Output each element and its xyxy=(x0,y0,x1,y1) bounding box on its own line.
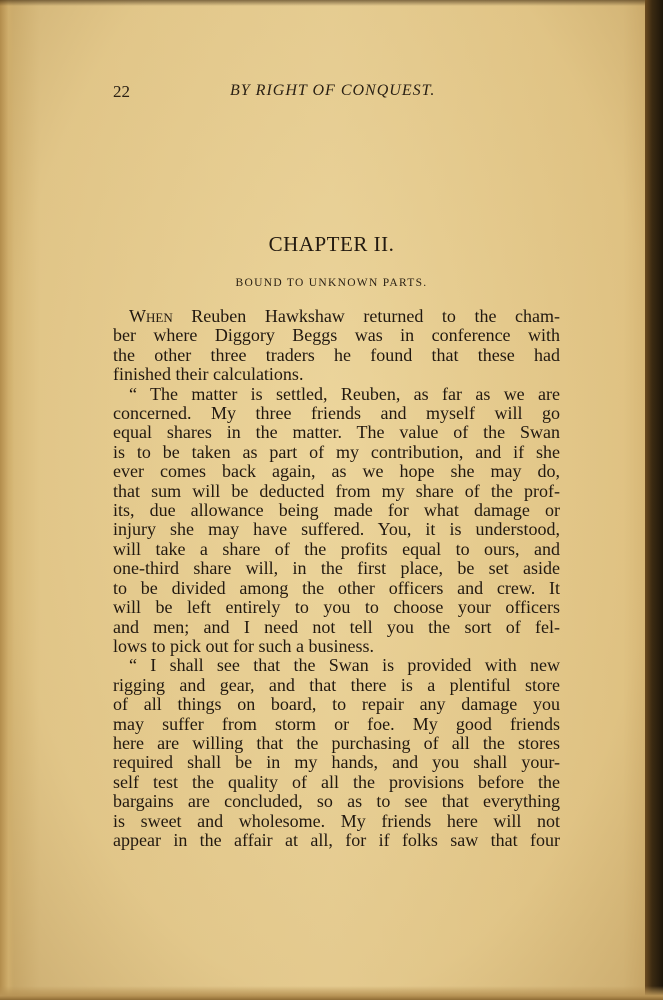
paragraph xyxy=(113,307,560,385)
text-line: will be left entirely to you to choose your officers xyxy=(113,597,560,618)
text-line: ber where Diggory Beggs was in conference with xyxy=(113,325,560,346)
paragraph xyxy=(113,656,560,850)
book-cover-edge xyxy=(645,0,663,1000)
text-line: one-third share will, in the first place, be set aside xyxy=(113,558,560,579)
page-top-shadow xyxy=(0,0,663,6)
chapter-subtitle: BOUND TO UNKNOWN PARTS. xyxy=(235,277,428,289)
text-line: is to be taken as part of my contribution, and if she xyxy=(113,441,560,462)
page-binding-edge xyxy=(0,0,14,1000)
text-line: may suffer from storm or foe. My good friends xyxy=(113,713,560,734)
text-line: of all things on board, to repair any damage you xyxy=(113,694,560,715)
text-line: equal shares in the matter. The value of the Swan xyxy=(113,422,560,443)
text-line: rigging and gear, and that there is a plentiful store xyxy=(113,674,560,695)
text-line: and men; and I need not tell you the sort of fel- xyxy=(113,616,560,637)
text-line: “ I shall see that the Swan is provided with new xyxy=(129,655,560,676)
page-number: 22 xyxy=(113,82,130,101)
running-title: BY RIGHT OF CONQUEST. xyxy=(230,82,436,99)
text-line: When Reuben Hawkshaw returned to the cham- xyxy=(129,306,560,326)
text-line: concerned. My three friends and myself will go xyxy=(113,403,560,424)
text-line: required shall be in my hands, and you shall your- xyxy=(113,752,560,773)
text-line: here are willing that the purchasing of all the stores xyxy=(113,732,560,753)
body-text xyxy=(113,307,560,850)
text-line: bargains are concluded, so as to see that everything xyxy=(113,791,560,812)
text-line: is sweet and wholesome. My friends here will not xyxy=(113,810,560,831)
chapter-heading: CHAPTER II. xyxy=(268,232,395,256)
text-line: self test the quality of all the provisions before the xyxy=(113,771,560,792)
text-line: appear in the affair at all, for if folks saw that four xyxy=(113,829,560,850)
text-line: its, due allowance being made for what damage or xyxy=(113,500,560,521)
lead-word: When xyxy=(129,306,173,326)
running-head xyxy=(113,82,613,104)
text-line: injury she may have suffered. You, it is understood, xyxy=(113,519,560,540)
paragraph xyxy=(113,385,560,657)
text-line: lows to pick out for such a business. xyxy=(113,635,374,656)
text-line: will take a share of the profits equal to ours, and xyxy=(113,538,560,559)
text-line: the other three traders he found that these had xyxy=(113,344,560,365)
text-line: that sum will be deducted from my share of the prof- xyxy=(113,480,560,501)
text-line: “ The matter is settled, Reuben, as far as we are xyxy=(129,383,560,404)
page-bottom-edge xyxy=(0,986,663,1000)
text-line: to be divided among the other officers and crew. It xyxy=(113,577,560,598)
text-line: ever comes back again, as we hope she may do, xyxy=(113,461,560,482)
text-line: finished their calculations. xyxy=(113,364,304,385)
